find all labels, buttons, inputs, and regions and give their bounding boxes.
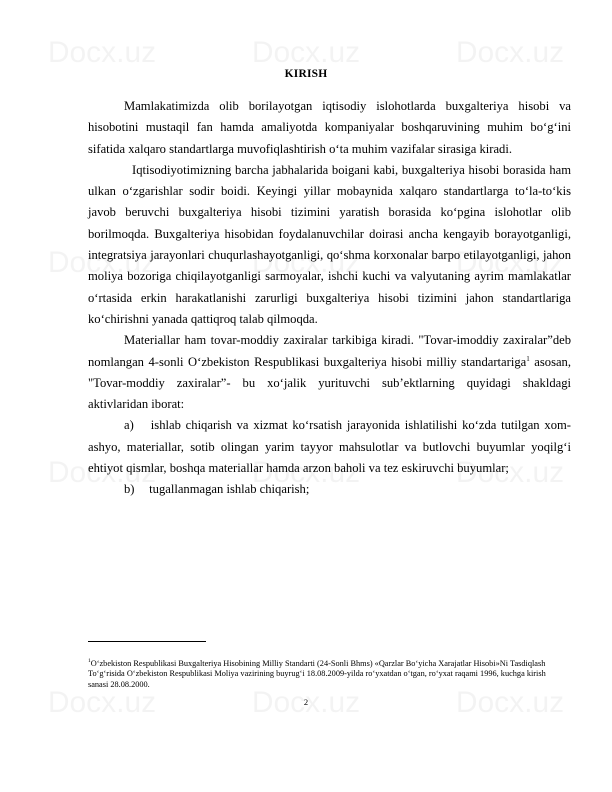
page-number: 2 xyxy=(303,697,309,707)
paragraph: Mamlakatimizda olib borilayotgan iqtisodiy islohotlarda buxgalteriya hisobi va hisobotini mustaqil fan hamda amaliyotda kompaniyalar boshqaruvining muhim bo‘g‘ini sifatida xalqaro standartlarga muvofiqlashtirish o‘ta muhim vazifalar sirasiga kiradi. xyxy=(88,99,571,156)
list-marker: a) xyxy=(124,418,134,433)
footnote-text: O‘zbekiston Respublikasi Buxgalteriya Hisobining Milliy Standarti (24-Sonli Bhms) «Qarzlar Bo‘yicha Xarajatlar Hisobi»Ni Tasdiqlash To‘g‘risida O‘zbekiston Respublikasi Moliya vazirining buyrug‘i 18.08.2009-yilda ro‘yxatdan o‘tgan, ro‘yxat raqami 1996, kuchga kirish sanasi 28.08.2000. xyxy=(88,659,546,689)
footnote-reference[interactable]: 1 xyxy=(526,354,530,363)
watermark-text xyxy=(48,36,156,70)
paragraph: Iqtisodiyotimizning barcha jabhalarida boigani kabi, buxgalteriya hisobi borasida ham ulkan o‘zgarishlar sodir boidi. Keyingi yillar mobaynida xalqaro standartlarga to‘la-to‘kis javob beruvchi buxgalteriya hisobi tizimini yaratish borasida ko‘pgina islohotlar olib borilmoqda. Buxgalteriya hisobidan foydalanuvchilar doirasi ancha kengayib borayotganligi, integratsiya jarayonlari chuqurlashayotganligi, qo‘shma korxonalar barpo etilayotganligi, jahon moliya bozoriga chiqilayotganligi sarmoyalar, ishchi kuchi va valyutaning ayrim mamlakatlar o‘rtasida erkin harakatlanishi zarurligi buxgalteriya hisobi tizimini jahon standartlariga ko‘chirishni yanada qattiqroq talab qilmoqda. xyxy=(88,162,571,326)
list-item xyxy=(88,415,571,479)
list-item xyxy=(88,479,571,500)
paragraph xyxy=(88,330,571,415)
list-marker: b) xyxy=(124,482,135,497)
watermark-text xyxy=(456,36,564,70)
watermark-text xyxy=(252,36,360,70)
watermark-row xyxy=(0,36,612,70)
paragraph-text: asosan, "Tovar-moddiy zaxiralar”- bu xo‘jalik yurituvchi sub’ektlarning quyidagi shakldagi aktivlaridan iborat: xyxy=(88,354,572,412)
document-body xyxy=(88,96,571,501)
paragraph-text: Materiallar ham tovar-moddiy zaxiralar tarkibiga kiradi. "Tovar-imoddiy zaxiralar”deb nomlangan 4-sonli O‘zbekiston Respublikasi buxgalteriya hisobi milliy standartariga xyxy=(88,333,571,369)
footnote xyxy=(88,659,568,690)
list-item-text: tugallanmagan ishlab chiqarish; xyxy=(149,482,310,497)
footnote-separator xyxy=(88,641,206,642)
page-title: KIRISH xyxy=(284,68,328,80)
footnote-number: 1 xyxy=(88,658,91,665)
list-item-text: ishlab chiqarish va xizmat ko‘rsatish jarayonida ishlatilishi ko‘zda tutilgan xom-ashyo, materiallar, sotib olingan yarim tayyor mahsulotlar va butlovchi buyumlar yoqilg‘i ehtiyot qismlar, boshqa materiallar hamda arzon baholi va tez eskiruvchi buyumlar; xyxy=(88,418,571,476)
